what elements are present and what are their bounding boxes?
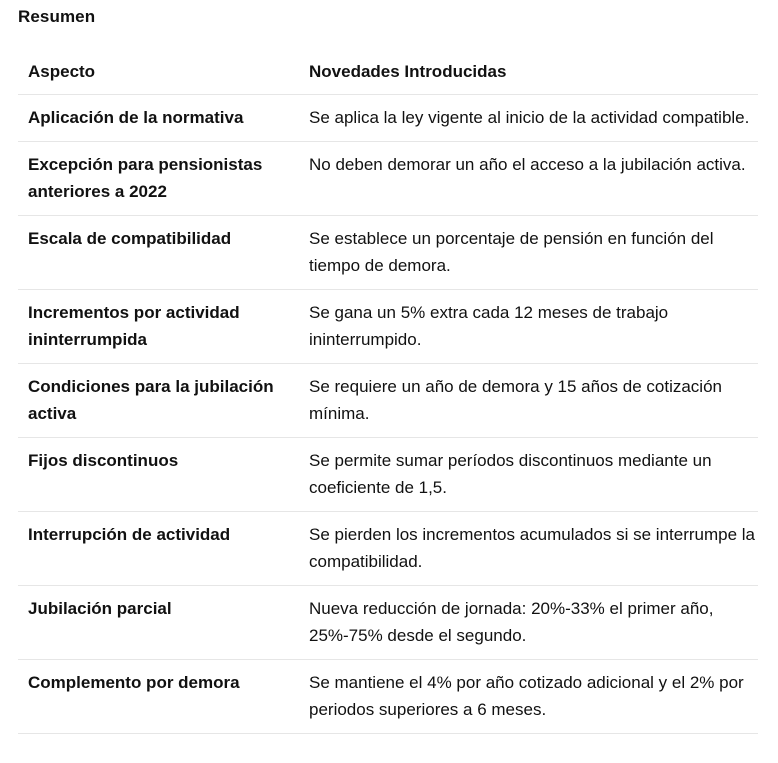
table-row — [18, 363, 758, 437]
column-header-novedades: Novedades Introducidas — [299, 49, 758, 94]
detail-cell: Se aplica la ley vigente al inicio de la actividad compatible. — [299, 94, 758, 141]
detail-cell: Se requiere un año de demora y 15 años de cotización mínima. — [299, 363, 758, 437]
aspect-cell: Fijos discontinuos — [18, 437, 299, 511]
detail-cell: Se pierden los incrementos acumulados si se interrumpe la compatibilidad. — [299, 511, 758, 585]
column-header-aspect: Aspecto — [18, 49, 299, 94]
detail-cell: Nueva reducción de jornada: 20%-33% el primer año, 25%-75% desde el segundo. — [299, 585, 758, 659]
aspect-cell: Complemento por demora — [18, 659, 299, 733]
aspect-cell: Incrementos por actividad ininterrumpida — [18, 289, 299, 363]
table-row — [18, 659, 758, 733]
detail-cell: Se gana un 5% extra cada 12 meses de trabajo ininterrumpido. — [299, 289, 758, 363]
table-row — [18, 437, 758, 511]
detail-cell: No deben demorar un año el acceso a la jubilación activa. — [299, 141, 758, 215]
aspect-cell: Jubilación parcial — [18, 585, 299, 659]
table-row — [18, 585, 758, 659]
aspect-cell: Escala de compatibilidad — [18, 215, 299, 289]
table-header-row — [18, 49, 758, 94]
detail-cell: Se permite sumar períodos discontinuos mediante un coeficiente de 1,5. — [299, 437, 758, 511]
detail-cell: Se mantiene el 4% por año cotizado adicional y el 2% por periodos superiores a 6 meses. — [299, 659, 758, 733]
table-row — [18, 289, 758, 363]
aspect-cell: Condiciones para la jubilación activa — [18, 363, 299, 437]
aspect-cell: Interrupción de actividad — [18, 511, 299, 585]
detail-cell: Se establece un porcentaje de pensión en función del tiempo de demora. — [299, 215, 758, 289]
table-row — [18, 511, 758, 585]
summary-table — [18, 49, 758, 734]
table-row — [18, 141, 758, 215]
section-title: Resumen — [18, 7, 96, 26]
table-row — [18, 215, 758, 289]
aspect-cell: Excepción para pensionistas anteriores a 2022 — [18, 141, 299, 215]
aspect-cell: Aplicación de la normativa — [18, 94, 299, 141]
table-row — [18, 94, 758, 141]
